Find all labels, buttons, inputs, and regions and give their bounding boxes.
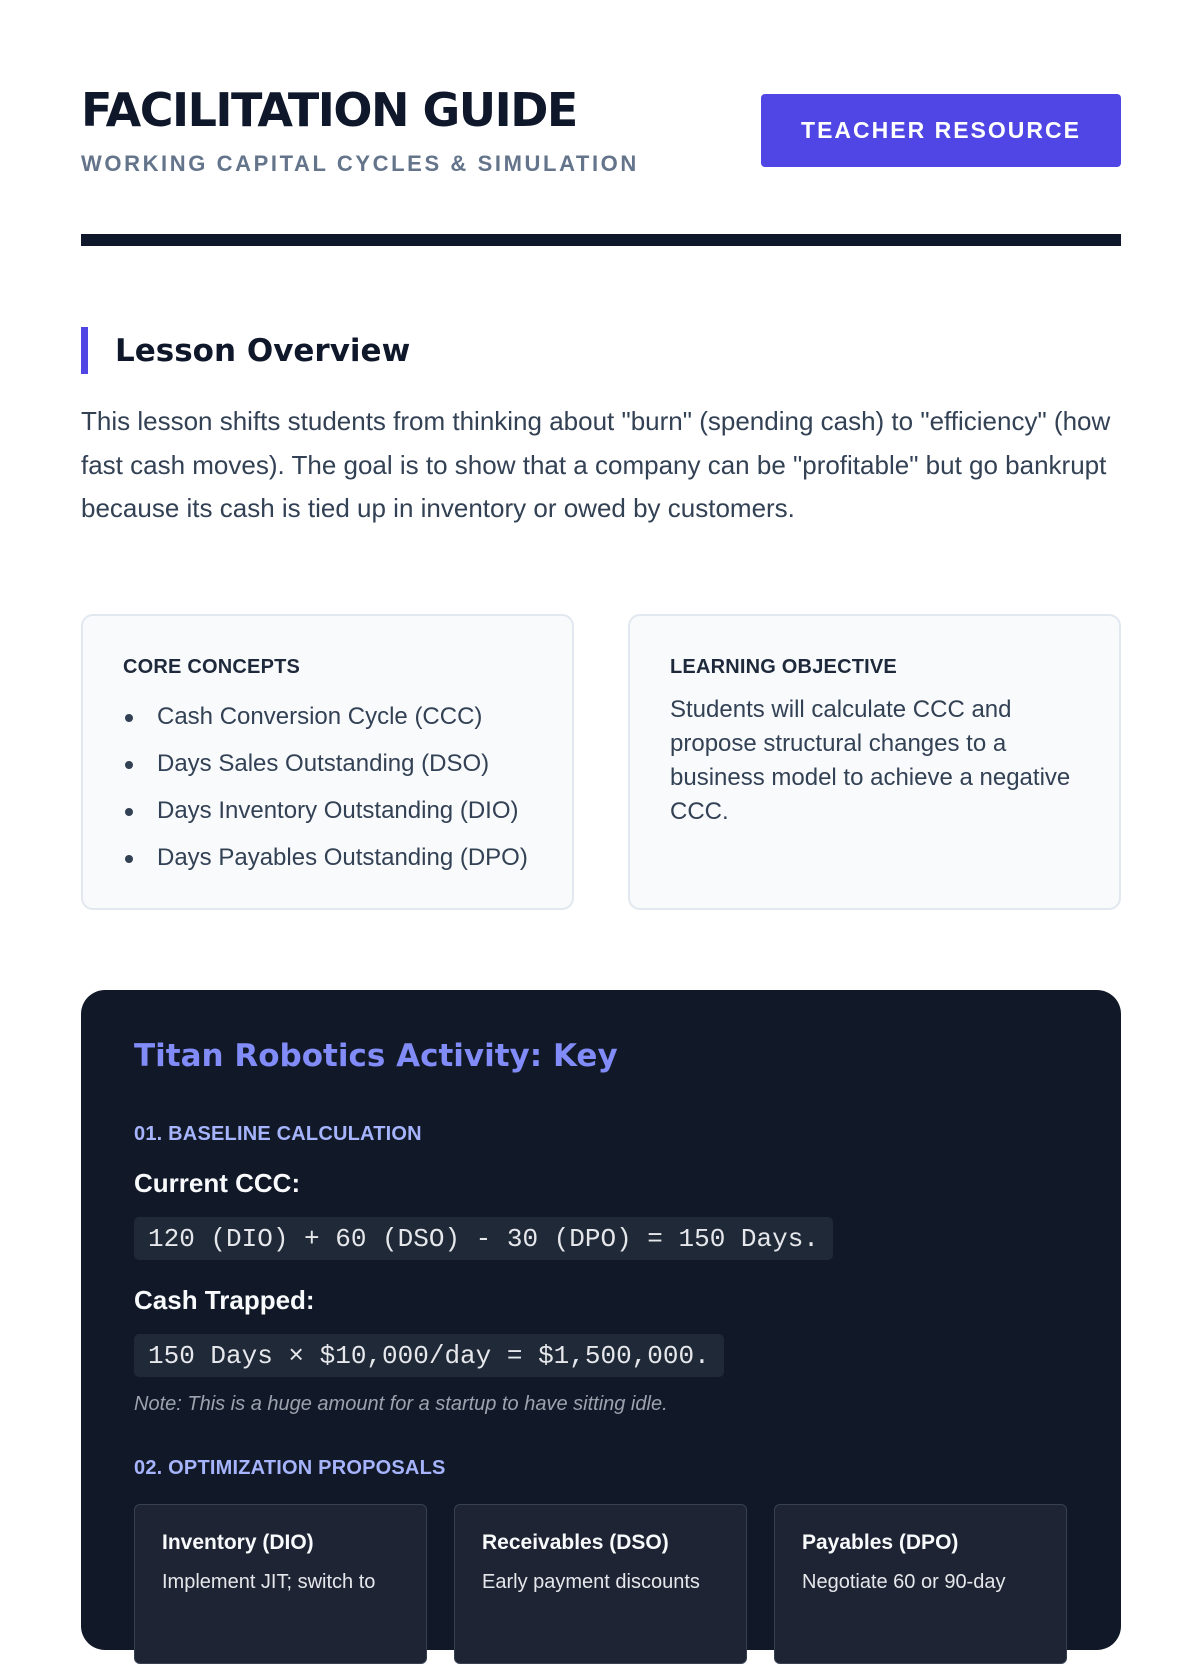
page-subtitle: WORKING CAPITAL CYCLES & SIMULATION: [81, 151, 639, 176]
list-item: Cash Conversion Cycle (CCC): [123, 693, 532, 740]
lesson-overview-text: This lesson shifts students from thinking about "burn" (spending cash) to "efficiency" (how fast cash moves). The goal is to show that a company can be "profitable" but go bankrupt because its cash is tied up in inventory or owed by customers.: [81, 406, 1111, 523]
list-item: Days Inventory Outstanding (DIO): [123, 787, 532, 834]
section-title: Lesson Overview: [115, 332, 411, 369]
proposal-card-inventory: [134, 1504, 427, 1664]
proposal-title: Inventory (DIO): [162, 1531, 314, 1554]
activity-key-panel: [81, 990, 1121, 1650]
current-ccc-label: Current CCC:: [134, 1168, 301, 1198]
core-concepts-heading: CORE CONCEPTS: [123, 656, 301, 678]
proposal-title: Payables (DPO): [802, 1531, 959, 1554]
list-item: Days Payables Outstanding (DPO): [123, 834, 532, 881]
proposal-card-receivables: [454, 1504, 747, 1664]
proposal-title: Receivables (DSO): [482, 1531, 669, 1554]
learning-objective-text: Students will calculate CCC and propose structural changes to a business model to achieve a negative CCC.: [670, 696, 1071, 825]
core-concepts-card: [81, 614, 574, 910]
cash-trapped-formula: 150 Days × $10,000/day = $1,500,000.: [134, 1334, 724, 1377]
proposal-card-payables: [774, 1504, 1067, 1664]
activity-title: Titan Robotics Activity: Key: [134, 1038, 618, 1074]
proposal-body: Early payment discounts: [482, 1571, 700, 1593]
proposal-body: Implement JIT; switch to: [162, 1571, 376, 1593]
header-divider: [81, 234, 1121, 246]
optimization-step-heading: 02. OPTIMIZATION PROPOSALS: [134, 1457, 446, 1479]
learning-objective-heading: LEARNING OBJECTIVE: [670, 656, 897, 678]
proposal-body: Negotiate 60 or 90-day: [802, 1571, 1006, 1593]
baseline-step-heading: 01. BASELINE CALCULATION: [134, 1123, 422, 1145]
core-concepts-list: [123, 693, 532, 881]
list-item: Days Sales Outstanding (DSO): [123, 740, 532, 787]
ccc-formula: 120 (DIO) + 60 (DSO) - 30 (DPO) = 150 Days.: [134, 1217, 833, 1260]
learning-objective-card: [628, 614, 1121, 910]
lesson-overview-heading: [81, 327, 410, 374]
teacher-resource-badge: TEACHER RESOURCE: [761, 94, 1121, 167]
page-title: FACILITATION GUIDE: [81, 83, 577, 137]
cash-trapped-label: Cash Trapped:: [134, 1285, 315, 1315]
cash-note: Note: This is a huge amount for a startup to have sitting idle.: [134, 1393, 668, 1415]
